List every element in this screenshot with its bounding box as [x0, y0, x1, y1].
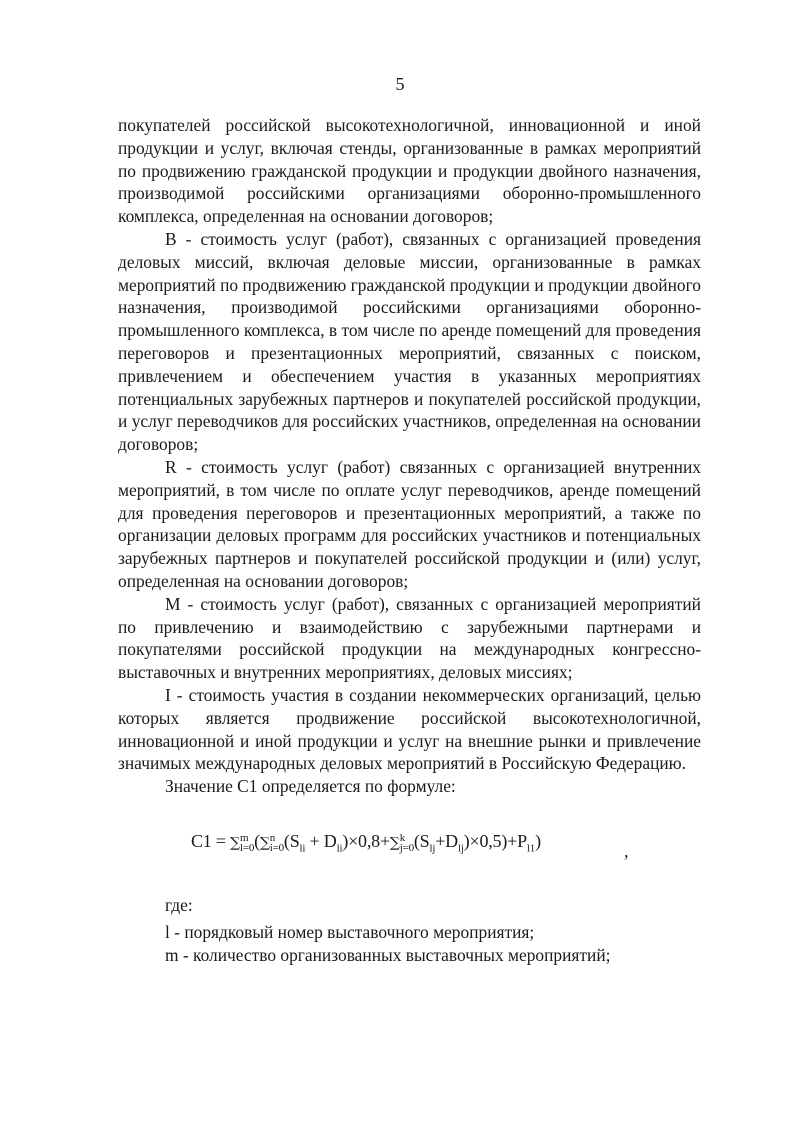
- sum-icon: ∑: [389, 834, 400, 851]
- formula-close: ): [535, 830, 541, 851]
- paragraph-m: M - стоимость услуг (работ), связанных с организацией мероприятий по привлечению и взаимодействию с зарубежными партнерами и покупателями российской продукции на международных конгрессно-выставочных и внутренних мероприятиях, деловых миссиях;: [118, 593, 701, 683]
- where-label: где:: [165, 894, 193, 915]
- definition-m: m - количество организованных выставочных мероприятий;: [165, 944, 611, 965]
- sum1-lower: l=0: [239, 841, 255, 854]
- formula-term2-sub: li: [336, 842, 343, 855]
- paragraph-continuation: покупателей российской высокотехнологичной, инновационной и иной продукции и услуг, включая стенды, организованные в рамках мероприятий по продвижению гражданской продукции и продукции двойного назначения, производимой российскими организациями оборонно-промышленного комплекса, определенная на основании договоров;: [118, 115, 701, 227]
- formula-plus: + D: [305, 830, 337, 851]
- sum-icon: ∑: [259, 834, 270, 851]
- paragraph-r: R - стоимость услуг (работ) связанных с организацией внутренних мероприятий, в том числе по оплате услуг переводчиков, аренде помещений для проведения переговоров и презентационных мероприятий, а также по организации деловых программ для российских участников и потенциальных зарубежных партнеров и покупателей российской продукции и (или) услуг, определенная на основании договоров;: [118, 456, 701, 591]
- formula-term1-sub: li: [299, 842, 306, 855]
- formula-term3: (S: [413, 830, 430, 851]
- sum2-limits: [270, 833, 284, 853]
- sum3-lower: j=0: [399, 841, 414, 854]
- formula-term1: (S: [283, 830, 300, 851]
- document-body: [118, 114, 701, 966]
- definition-l: l - порядковый номер выставочного мероприятия;: [165, 921, 535, 942]
- formula-times1: )×0,8+: [342, 830, 390, 851]
- sum1-limits: [240, 833, 254, 853]
- sum2-lower: i=0: [269, 841, 284, 854]
- paragraph-b: B - стоимость услуг (работ), связанных с организацией проведения деловых миссий, включая деловые миссии, организованные в рамках мероприятий по продвижению гражданской продукции и продукции двойного назначения, производимой российскими организациями оборонно-промышленного комплекса, в том числе по аренде помещений для проведения переговоров и презентационных мероприятий, связанных с поиском, привлечением и обеспечением участия в указанных мероприятиях потенциальных зарубежных партнеров и покупателей российской продукции, и услуг переводчиков для российских участников, определенная на основании договоров;: [118, 228, 701, 455]
- formula-c1: C1 = ∑ m l=0 (∑ n i=0 $(S_{li} + D_{li})\times 0,8+\sum$ k j=0 $(S_{lj}+D_{lj})\times 0,5)+P_{l1}$): [191, 830, 541, 855]
- sum3-limits: [400, 833, 414, 853]
- formula-plus2: +D: [435, 830, 458, 851]
- sum1-upper: m: [239, 831, 249, 844]
- paragraph-i: I - стоимость участия в создании некоммерческих организаций, целью которых является продвижение российской высокотехнологичной, инновационной и иной продукции и услуг на внешние рынки и привлечение значимых международных деловых мероприятий в Российскую Федерацию.: [118, 684, 701, 774]
- formula-term4-sub: lj: [457, 842, 464, 855]
- formula-lhs: C1 =: [191, 830, 226, 851]
- page-number: 5: [395, 74, 405, 94]
- formula-times2: )×0,5)+P: [463, 830, 527, 851]
- sum-icon: ∑: [230, 834, 240, 851]
- formula-term3-sub: lj: [429, 842, 436, 855]
- sum2-upper: n: [269, 831, 276, 844]
- formula-intro: Значение C1 определяется по формуле:: [165, 776, 456, 797]
- formula-comma: ,: [624, 840, 629, 861]
- formula-block: [118, 806, 701, 894]
- sum3-upper: k: [399, 831, 406, 844]
- formula-p-sub: l1: [526, 842, 536, 855]
